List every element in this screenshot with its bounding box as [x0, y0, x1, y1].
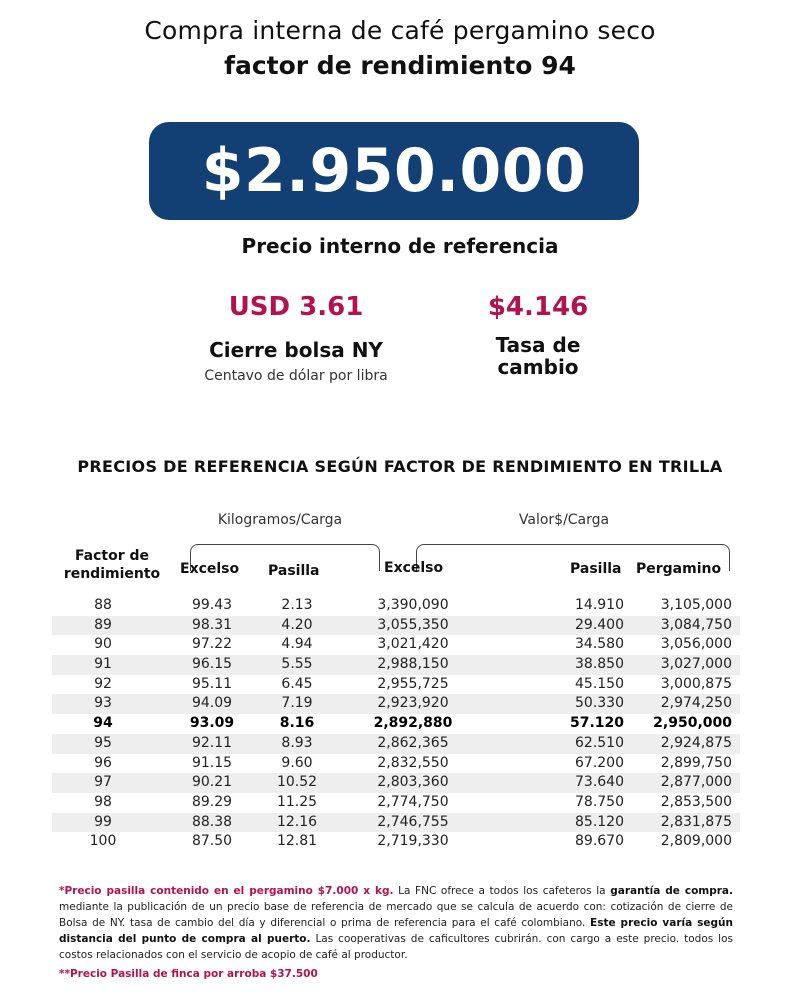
cell-excelso-value: 2,892,880	[373, 715, 453, 732]
cell-pasilla-value: 14.910	[575, 597, 624, 613]
cell-excelso-kg: 94.09	[191, 695, 233, 712]
table-section-title: PRECIOS DE REFERENCIA SEGÚN FACTOR DE RENDIMIENTO EN TRILLA	[77, 457, 723, 476]
cell-excelso-kg: 93.09	[189, 715, 235, 732]
col-header-factor-line2: rendimiento	[63, 566, 161, 582]
cell-pasilla-kg: 12.81	[276, 833, 318, 850]
footnote-farm-pasilla: **Precio Pasilla de finca por arroba $37.500	[59, 968, 318, 980]
cell-pasilla-kg: 6.45	[281, 675, 313, 692]
table-row	[52, 675, 740, 695]
cell-excelso-value: 3,390,090	[377, 597, 449, 613]
cell-excelso-kg: 97.22	[191, 636, 233, 653]
cell-pergamino-value: 2,950,000	[653, 715, 732, 732]
cell-excelso-value: 2,719,330	[377, 833, 449, 850]
cell-excelso-value: 2,862,365	[377, 734, 449, 751]
table-row	[52, 773, 740, 793]
col-header-pasilla-value: Pasilla	[570, 561, 622, 577]
cell-pasilla-kg: 2.13	[281, 597, 313, 613]
cell-excelso-kg: 90.21	[191, 774, 233, 791]
cell-pergamino-value: 2,831,875	[660, 813, 732, 830]
cell-pergamino-value: 3,027,000	[660, 656, 732, 673]
cell-excelso-value: 2,803,360	[377, 774, 449, 791]
cell-pasilla-kg: 8.16	[279, 715, 315, 732]
reference-price-value: $2.950.000	[201, 136, 587, 206]
footnote	[59, 883, 733, 963]
exchange-rate-label-line1: Tasa de	[495, 333, 581, 357]
cell-pasilla-value: 34.580	[575, 636, 624, 653]
table-row	[52, 734, 740, 754]
col-header-pasilla-kg: Pasilla	[268, 563, 320, 579]
col-header-pergamino: Pergamino	[636, 561, 722, 577]
cell-pasilla-kg: 12.16	[276, 813, 318, 830]
cell-excelso-value: 3,055,350	[377, 616, 449, 633]
table-row	[52, 655, 740, 675]
cell-factor: 89	[94, 616, 112, 633]
cell-factor: 91	[94, 656, 112, 673]
table-row	[52, 714, 740, 734]
footnote-pasilla-price: *Precio pasilla contenido en el pergamino $7.000 x kg.	[59, 885, 394, 897]
col-header-factor-line1: Factor de	[74, 548, 150, 564]
cell-excelso-kg: 98.31	[191, 616, 233, 633]
cell-excelso-value: 2,832,550	[377, 754, 449, 771]
cell-pasilla-value: 57.120	[569, 715, 624, 732]
cell-factor: 97	[94, 774, 112, 791]
col-header-factor	[52, 547, 172, 583]
cell-factor: 88	[94, 597, 112, 613]
reference-price-caption: Precio interno de referencia	[241, 234, 559, 258]
group-label-kilograms: Kilogramos/Carga	[217, 512, 343, 528]
cell-excelso-value: 3,021,420	[377, 636, 449, 653]
cell-excelso-value: 2,774,750	[377, 793, 449, 810]
table-row	[52, 635, 740, 655]
cell-pasilla-kg: 7.19	[281, 695, 313, 712]
cell-pasilla-value: 45.150	[575, 675, 624, 692]
table-row	[52, 596, 740, 616]
cell-pergamino-value: 3,056,000	[660, 636, 732, 653]
cell-excelso-value: 2,746,755	[377, 813, 449, 830]
cell-pergamino-value: 2,974,250	[660, 695, 732, 712]
col-header-excelso-kg: Excelso	[180, 561, 240, 577]
cell-factor: 99	[94, 813, 112, 830]
cell-pasilla-value: 85.120	[575, 813, 624, 830]
cell-excelso-kg: 88.38	[191, 813, 233, 830]
price-table	[52, 596, 740, 852]
page-subtitle: factor de rendimiento 94	[224, 51, 576, 80]
cell-pasilla-value: 67.200	[575, 754, 624, 771]
cell-excelso-kg: 92.11	[191, 734, 233, 751]
cell-factor: 95	[94, 734, 112, 751]
cell-excelso-value: 2,923,920	[377, 695, 449, 712]
cell-pasilla-kg: 8.93	[281, 734, 313, 751]
cell-pasilla-value: 89.670	[575, 833, 624, 850]
group-label-value: Valor$/Carga	[518, 512, 610, 528]
cell-pasilla-kg: 10.52	[276, 774, 318, 791]
ny-close-value: USD 3.61	[228, 292, 364, 322]
cell-pasilla-value: 38.850	[575, 656, 624, 673]
cell-factor: 92	[94, 675, 112, 692]
cell-excelso-kg: 89.29	[191, 793, 233, 810]
cell-pergamino-value: 2,899,750	[660, 754, 732, 771]
cell-pergamino-value: 2,809,000	[660, 833, 732, 850]
footnote-guarantee: garantía de compra.	[610, 885, 734, 897]
footnote-distance: Este precio varía según distancia del punto de compra al puerto.	[59, 917, 734, 945]
table-row	[52, 793, 740, 813]
footnote-text-c: Las cooperativas de caficultores cubrirán. con cargo a este precio. todos los costos relacionados con el servicio de acopio de café al productor.	[59, 933, 733, 961]
table-row	[52, 694, 740, 714]
cell-excelso-kg: 96.15	[191, 656, 233, 673]
cell-factor: 98	[94, 793, 112, 810]
cell-factor: 93	[94, 695, 112, 712]
cell-pasilla-kg: 4.20	[281, 616, 313, 633]
cell-pasilla-value: 62.510	[575, 734, 624, 751]
cell-excelso-value: 2,955,725	[377, 675, 449, 692]
footnote-text-b: mediante la publicación de un precio base de referencia de mercado que se calcula de acuerdo con: cotización de cierre de Bolsa de NY. tasa de cambio del día y diferencial o prima de referencia para el café colombiano.	[59, 901, 733, 929]
ny-close-unit: Centavo de dólar por libra	[204, 368, 388, 384]
cell-excelso-value: 2,988,150	[377, 656, 449, 673]
table-row	[52, 754, 740, 774]
cell-pasilla-value: 50.330	[575, 695, 624, 712]
cell-pergamino-value: 3,105,000	[660, 597, 732, 613]
cell-pergamino-value: 2,924,875	[660, 734, 732, 751]
col-header-excelso-value: Excelso	[384, 560, 444, 576]
footnote-text-a: La FNC ofrece a todos los cafeteros la	[393, 885, 611, 897]
page-title: Compra interna de café pergamino seco	[144, 16, 656, 45]
table-row	[52, 616, 740, 636]
cell-excelso-kg: 87.50	[191, 833, 233, 850]
cell-pergamino-value: 2,877,000	[660, 774, 732, 791]
exchange-rate-value: $4.146	[487, 292, 589, 322]
exchange-rate-label-line2: cambio	[497, 355, 579, 379]
cell-pasilla-value: 73.640	[575, 774, 624, 791]
reference-price-box	[149, 122, 639, 220]
table-row	[52, 813, 740, 833]
cell-pasilla-kg: 11.25	[276, 793, 318, 810]
cell-pasilla-value: 78.750	[575, 793, 624, 810]
table-row	[52, 832, 740, 852]
cell-factor: 96	[94, 754, 112, 771]
ny-close-label: Cierre bolsa NY	[209, 338, 383, 362]
cell-excelso-kg: 99.43	[191, 597, 233, 613]
cell-factor: 100	[89, 833, 117, 850]
cell-pasilla-kg: 4.94	[281, 636, 313, 653]
cell-pasilla-value: 29.400	[575, 616, 624, 633]
exchange-rate-label	[448, 334, 628, 378]
cell-excelso-kg: 91.15	[191, 754, 233, 771]
cell-pasilla-kg: 9.60	[281, 754, 313, 771]
cell-excelso-kg: 95.11	[191, 675, 233, 692]
cell-factor: 90	[94, 636, 112, 653]
cell-pasilla-kg: 5.55	[281, 656, 313, 673]
cell-factor: 94	[93, 715, 113, 732]
cell-pergamino-value: 2,853,500	[660, 793, 732, 810]
cell-pergamino-value: 3,000,875	[660, 675, 732, 692]
cell-pergamino-value: 3,084,750	[660, 616, 732, 633]
